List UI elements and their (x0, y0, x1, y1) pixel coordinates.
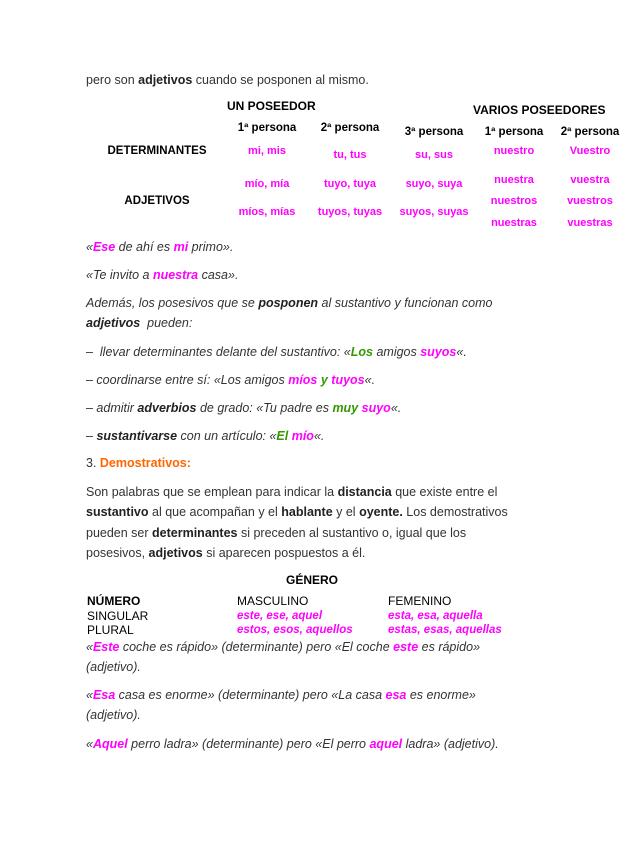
masculine-plural-forms: estos, esos, aquellos (237, 624, 353, 636)
person-header-first-plural: 1ª persona (484, 126, 544, 138)
list-item-text: – coordinarse entre sí: «Los amigos (86, 373, 289, 387)
list-item-text: «. (456, 345, 467, 359)
adjetivo-form-second-plural: vuestra (570, 174, 610, 186)
masculine-header: MASCULINO (237, 594, 309, 608)
adjetivo-form-plural: míos, mías (238, 206, 296, 218)
list-item-text: – llevar determinantes delante del sustantivo: « (86, 345, 351, 359)
section-title: Demostrativos: (99, 456, 191, 470)
example-text: casa». (198, 268, 239, 282)
feminine-singular-forms: esta, esa, aquella (388, 610, 483, 622)
example-text: coche es rápido» (determinante) pero «El coche (119, 640, 394, 654)
highlight-possessive: tuyos (331, 373, 365, 387)
text-line (86, 294, 492, 312)
list-item-text: – admitir (86, 401, 138, 415)
paragraph-bold-term: oyente. (359, 505, 403, 519)
paragraph-text: si aparecen pospuestos a él. (202, 546, 366, 560)
feminine-header: FEMENINO (388, 594, 452, 608)
paragraph-bold-term: distancia (337, 485, 392, 499)
text-line (86, 706, 141, 724)
example-text: « (86, 240, 93, 254)
example-text: es rápido» (418, 640, 481, 654)
list-item-text: «. (390, 401, 402, 415)
list-item (86, 371, 375, 389)
row-label-singular: SINGULAR (87, 609, 149, 623)
list-item-bold-term: sustantivarse (96, 429, 178, 443)
highlight-possessive: mío (291, 429, 314, 443)
determinante-form: nuestro (493, 145, 535, 157)
list-item (86, 343, 467, 361)
list-item-text: «. (313, 429, 325, 443)
paragraph-text: posesivos, (86, 546, 149, 560)
intro-text: pero son (86, 73, 139, 87)
group-one-owner-header: UN POSEEDOR (227, 99, 316, 113)
example-text: «Te invito a (86, 268, 153, 282)
example-text: casa es enorme» (determinante) pero «La casa (115, 688, 386, 702)
example-text: primo». (188, 240, 234, 254)
determinante-form: su, sus (415, 149, 453, 161)
text-line (86, 314, 192, 332)
list-item (86, 427, 324, 445)
row-label-determinantes: DETERMINANTES (107, 145, 207, 157)
feminine-plural-forms: estas, esas, aquellas (388, 624, 502, 636)
text-line (86, 524, 466, 542)
adjetivo-form-singular: tuyo, tuya (324, 178, 376, 190)
highlight-adverb: muy (332, 401, 362, 415)
highlight-possessive: suyos (420, 345, 457, 359)
possessive-example (86, 238, 233, 256)
example-text: ladra» (adjetivo). (402, 737, 499, 751)
paragraph-text: si preceden al sustantivo o, igual que los (237, 526, 467, 540)
person-header-third-singular: 3ª persona (404, 126, 464, 138)
highlight-possessive: mi (173, 240, 189, 254)
highlight-possessive: suyo (361, 401, 391, 415)
example-text: (adjetivo). (86, 708, 141, 722)
highlight-demonstrative: Aquel (92, 737, 128, 751)
paragraph-text: Son palabras que se emplean para indicar la (86, 485, 338, 499)
adjetivo-form-singular: mío, mía (244, 178, 290, 190)
note-text: Además, los posesivos que se (86, 296, 259, 310)
determinante-form: mi, mis (248, 145, 286, 157)
adjetivo-form-plural: tuyos, tuyas (317, 206, 383, 218)
person-header-second-plural: 2ª persona (560, 126, 620, 138)
possessive-example (86, 266, 238, 284)
paragraph-bold-term: hablante (281, 505, 333, 519)
section-number: 3. (86, 456, 100, 470)
example-text: (adjetivo). (86, 660, 141, 674)
paragraph-text: Los demostrativos (402, 505, 508, 519)
highlight-article: El (276, 429, 292, 443)
note-bold-term: posponen (258, 296, 319, 310)
example-text: es enorme» (406, 688, 476, 702)
example-text: « (86, 688, 93, 702)
adjetivo-form-singular: suyo, suya (405, 178, 463, 190)
example-text: « (86, 737, 93, 751)
highlight-article: Los (350, 345, 373, 359)
paragraph-bold-term: adjetivos (148, 546, 203, 560)
text-line (86, 544, 365, 562)
highlight-possessive: míos (288, 373, 318, 387)
section-heading (86, 454, 191, 472)
gender-header: GÉNERO (285, 573, 338, 587)
intro-bold-term: adjetivos (138, 73, 193, 87)
paragraph-bold-term: sustantivo (86, 505, 149, 519)
text-line (86, 735, 499, 753)
example-text: « (86, 640, 93, 654)
paragraph-text: que existe entre el (391, 485, 498, 499)
note-bold-term: adjetivos (86, 316, 141, 330)
text-line (86, 483, 497, 501)
text-line (86, 658, 141, 676)
list-item (86, 399, 401, 417)
highlight-demonstrative: Este (92, 640, 120, 654)
intro-text: cuando se posponen al mismo. (192, 73, 369, 87)
person-header-second-singular: 2ª persona (320, 122, 380, 134)
example-text: de ahí es (115, 240, 174, 254)
highlight-possessive: nuestra (152, 268, 199, 282)
highlight-demonstrative: este (393, 640, 419, 654)
adjetivo-form-first-plural: nuestros (490, 195, 538, 207)
row-label-plural: PLURAL (87, 623, 134, 637)
list-item-text: «. (364, 373, 376, 387)
group-several-owners-header: VARIOS POSEEDORES (473, 103, 606, 117)
highlight-conjunction: y (317, 373, 332, 387)
text-line (86, 686, 476, 704)
adjetivo-form-second-plural: vuestros (567, 195, 613, 207)
determinante-form: tu, tus (333, 149, 367, 161)
row-label-adjetivos: ADJETIVOS (124, 195, 190, 207)
highlight-demonstrative: Esa (92, 688, 116, 702)
text-line (86, 503, 508, 521)
second-plural-column-clip (548, 120, 620, 232)
paragraph-text: pueden ser (86, 526, 153, 540)
highlight-demonstrative: esa (385, 688, 407, 702)
list-item-text: con un artículo: « (177, 429, 277, 443)
highlight-demonstrative: aquel (369, 737, 403, 751)
note-text: pueden: (140, 316, 193, 330)
number-header: NÚMERO (87, 594, 141, 608)
example-text: perro ladra» (determinante) pero «El perro (127, 737, 370, 751)
list-item-text: de grado: «Tu padre es (196, 401, 333, 415)
list-item-text: – (86, 429, 97, 443)
adjetivo-form-second-plural: vuestras (567, 217, 613, 229)
determinante-form: Vuestro (569, 145, 611, 157)
adjetivo-form-plural: suyos, suyas (399, 206, 469, 218)
paragraph-text: y el (332, 505, 360, 519)
adjetivo-form-first-plural: nuestra (494, 174, 534, 186)
intro-line (86, 71, 369, 89)
list-item-bold-term: adverbios (137, 401, 197, 415)
masculine-singular-forms: este, ese, aquel (237, 610, 323, 622)
highlight-demonstrative: Ese (92, 240, 116, 254)
adjetivo-form-first-plural: nuestras (491, 217, 537, 229)
person-header-first-singular: 1ª persona (237, 122, 297, 134)
note-text: al sustantivo y funcionan como (318, 296, 493, 310)
list-item-text: amigos (372, 345, 421, 359)
text-line (86, 638, 480, 656)
paragraph-text: al que acompañan y el (148, 505, 282, 519)
group-several-owners-clip (473, 102, 606, 118)
paragraph-bold-term: determinantes (152, 526, 238, 540)
